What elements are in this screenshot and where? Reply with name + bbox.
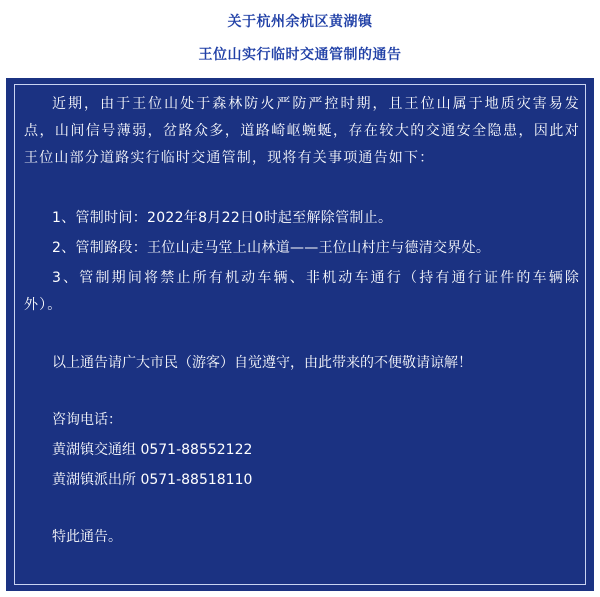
notice-intro-paragraph: 近期，由于王位山处于森林防火严防严控时期，且王位山属于地质灾害易发点，山间信号薄弱，岔路众多，道路崎岖蜿蜒，存在较大的交通安全隐患，因此对王位山部分道路实行临时交通管制，现将有关事项通告如下：	[24, 96, 580, 166]
notice-item-control-section: 2、管制路段：王位山走马堂上山林道——王位山村庄与德清交界处。	[52, 240, 491, 256]
contact-traffic-team: 黄湖镇交通组 0571-88552122	[52, 442, 253, 458]
notice-title-line-1: 关于杭州余杭区黄湖镇	[227, 14, 373, 30]
contact-heading: 咨询电话：	[52, 412, 122, 428]
notice-request-paragraph: 以上通告请广大市民（游客）自觉遵守，由此带来的不便敬请谅解！	[52, 355, 472, 371]
contact-police-station: 黄湖镇派出所 0571-88518110	[52, 472, 253, 488]
notice-item-control-time: 1、管制时间：2022年8月22日0时起至解除管制止。	[52, 210, 393, 226]
notice-panel	[6, 78, 594, 591]
notice-item-restriction: 3、管制期间将禁止所有机动车辆、非机动车通行（持有通行证件的车辆除外）。	[24, 270, 580, 313]
notice-closing: 特此通告。	[52, 529, 122, 545]
notice-title-line-2: 王位山实行临时交通管制的通告	[198, 47, 402, 63]
notice-header	[0, 0, 600, 78]
